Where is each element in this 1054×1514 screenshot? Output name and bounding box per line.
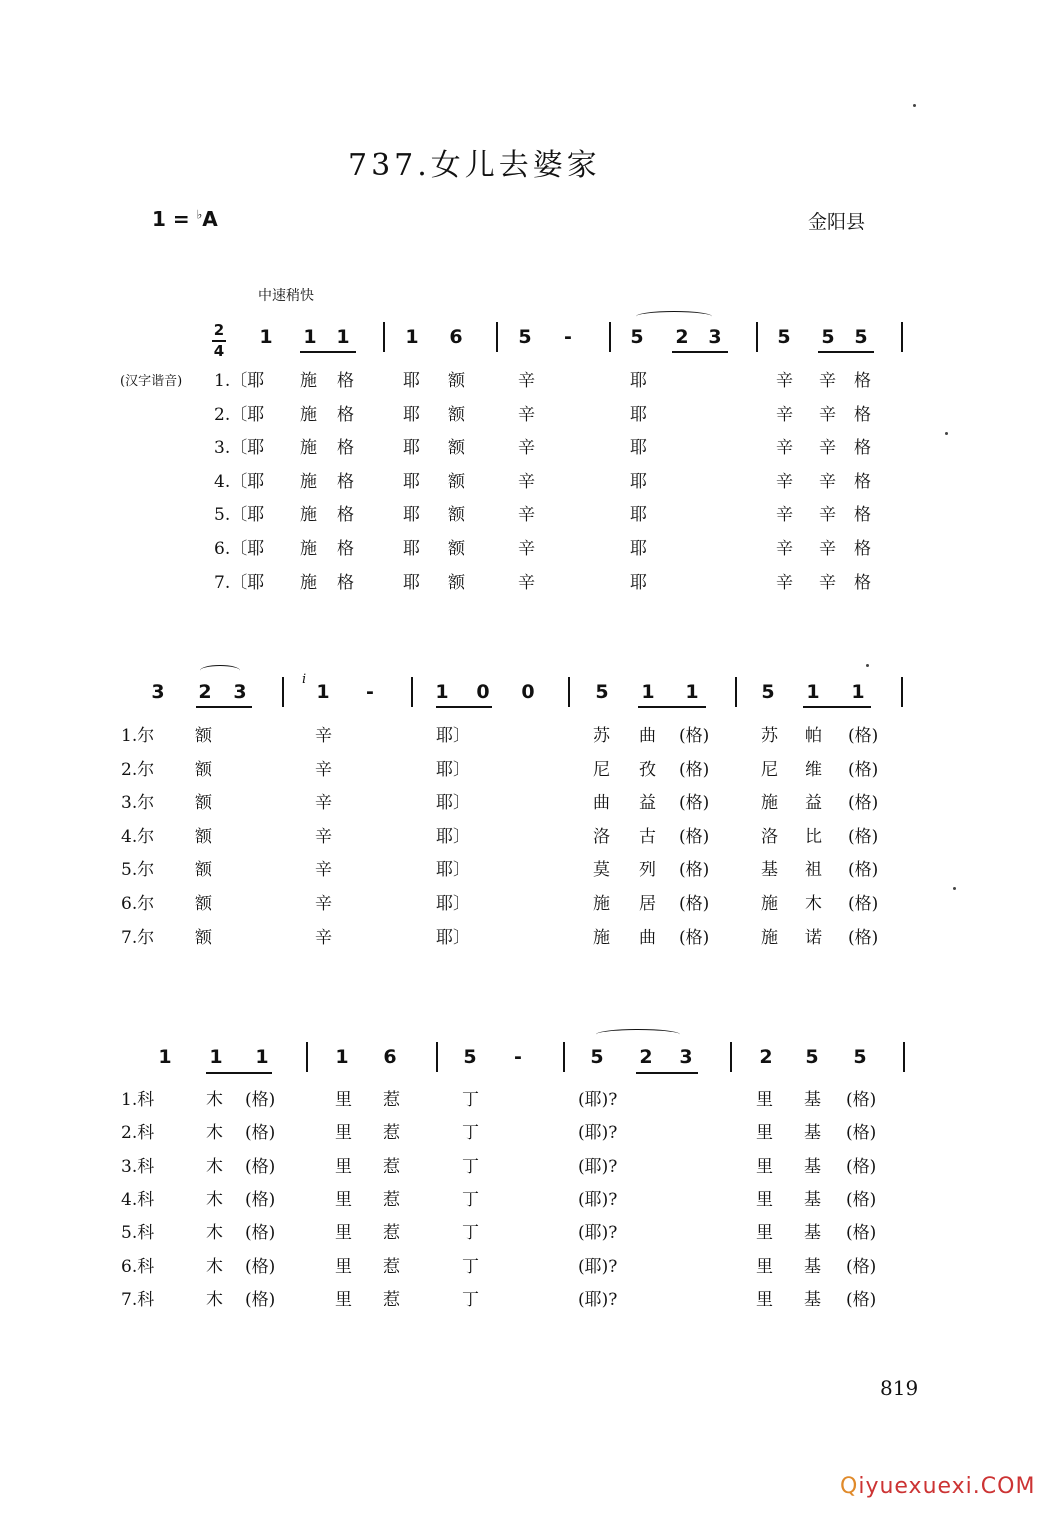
key-note: A [202,207,218,231]
lyric-syllable: (耶)? [578,1223,618,1243]
lyric-syllable: 施 [300,405,317,425]
lyric-syllable: 耶〕 [436,793,470,813]
scan-speck [945,432,948,435]
jianpu-note: 1 [303,326,317,348]
jianpu-note: 2 [639,1046,653,1068]
lyric-syllable: 施 [761,894,778,914]
lyric-syllable: 曲 [639,726,656,746]
scan-speck [953,887,956,890]
lyric-syllable: 辛 [776,505,793,525]
lyric-syllable: 基 [804,1223,821,1243]
jianpu-note: 0 [521,681,535,703]
jianpu-note: 5 [595,681,609,703]
lyric-syllable: 耶〕 [436,860,470,880]
lyric-syllable: 施 [300,472,317,492]
watermark [840,1474,1035,1499]
scan-speck [866,664,869,667]
beam [436,706,492,708]
lyric-syllable: 苏 [761,726,778,746]
lyric-syllable: 额 [448,573,465,593]
lyric-syllable: 6.〔耶 [214,539,265,559]
jianpu-note: - [366,681,374,703]
jianpu-note: 6 [449,326,463,348]
time-signature-bottom: 4 [213,342,225,360]
lyric-syllable: 5.尔 [121,860,155,880]
lyric-syllable: 古 [639,827,656,847]
lyric-syllable: 惹 [383,1290,400,1310]
lyric-syllable: 耶 [403,539,420,559]
lyric-syllable: 耶 [403,472,420,492]
lyric-syllable: (格) [245,1257,276,1277]
lyric-syllable: 辛 [315,860,332,880]
lyric-syllable: 2.〔耶 [214,405,265,425]
lyric-syllable: 孜 [639,760,656,780]
lyric-syllable: 施 [300,505,317,525]
lyric-syllable: 5.科 [121,1223,155,1243]
barline [411,677,413,707]
lyric-syllable: 辛 [518,573,535,593]
lyric-syllable: 辛 [518,539,535,559]
barline [496,322,498,352]
jianpu-note: 5 [761,681,775,703]
barline [901,677,903,707]
lyric-syllable: 格 [337,573,354,593]
lyric-syllable: 居 [639,894,656,914]
lyric-syllable: (格) [679,827,710,847]
lyric-syllable: 1.科 [121,1090,155,1110]
time-signature-top: 2 [213,321,225,339]
lyric-syllable: 惹 [383,1190,400,1210]
lyric-syllable: 基 [761,860,778,880]
jianpu-note: 0 [476,681,490,703]
lyric-syllable: 额 [448,438,465,458]
lyric-syllable: 耶 [403,371,420,391]
lyric-syllable: (格) [679,894,710,914]
jianpu-note: 5 [777,326,791,348]
lyric-syllable: 尼 [593,760,610,780]
lyric-syllable: 额 [448,472,465,492]
jianpu-note: 5 [805,1046,819,1068]
beam [196,706,252,708]
lyric-syllable: (格) [245,1290,276,1310]
lyric-syllable: 额 [195,793,212,813]
lyric-syllable: 基 [804,1157,821,1177]
lyric-syllable: 里 [756,1223,773,1243]
lyric-syllable: 丁 [462,1123,479,1143]
grace-note: i [302,672,307,687]
lyric-syllable: 辛 [518,472,535,492]
lyric-syllable: 辛 [518,405,535,425]
lyric-syllable: 里 [756,1090,773,1110]
lyric-syllable: 辛 [819,371,836,391]
lyric-syllable: 曲 [593,793,610,813]
watermark-text: iyuexuexi.COM [858,1474,1036,1499]
lyric-syllable: 尼 [761,760,778,780]
lyric-syllable: 辛 [776,405,793,425]
lyric-syllable: 耶 [403,505,420,525]
lyric-syllable: 施 [300,573,317,593]
lyric-syllable: (耶)? [578,1123,618,1143]
lyric-syllable: (耶)? [578,1190,618,1210]
lyric-syllable: 辛 [776,438,793,458]
lyric-syllable: (耶)? [578,1290,618,1310]
barline [609,322,611,352]
lyric-syllable: 耶 [630,405,647,425]
lyric-syllable: 基 [804,1257,821,1277]
lyric-syllable: 6.尔 [121,894,155,914]
slur [200,665,240,676]
lyric-syllable: 里 [335,1190,352,1210]
lyric-syllable: 里 [335,1290,352,1310]
lyric-syllable: 辛 [819,472,836,492]
barline [282,677,284,707]
lyric-syllable: (格) [848,793,879,813]
lyric-syllable: 苏 [593,726,610,746]
key-signature [152,207,218,231]
barline [383,322,385,352]
lyric-syllable: (格) [846,1290,877,1310]
lyric-syllable: 里 [756,1123,773,1143]
lyric-syllable: 额 [195,760,212,780]
lyric-syllable: 额 [448,539,465,559]
jianpu-note: 1 [209,1046,223,1068]
lyric-syllable: 额 [448,371,465,391]
lyric-syllable: 3.科 [121,1157,155,1177]
lyric-syllable: 益 [639,793,656,813]
lyric-syllable: 额 [448,505,465,525]
region-label: 金阳县 [808,211,866,233]
watermark-prefix: Q [840,1474,859,1499]
beam [206,1072,272,1074]
lyric-syllable: 基 [804,1123,821,1143]
lyric-syllable: 耶 [403,573,420,593]
lyric-syllable: (格) [245,1190,276,1210]
jianpu-note: 5 [853,1046,867,1068]
lyric-syllable: (格) [846,1257,877,1277]
lyric-syllable: (格) [846,1190,877,1210]
lyric-syllable: 辛 [819,505,836,525]
lyric-syllable: 3.尔 [121,793,155,813]
jianpu-note: 5 [518,326,532,348]
jianpu-note: 5 [821,326,835,348]
lyric-syllable: (格) [846,1157,877,1177]
lyric-syllable: (格) [848,894,879,914]
lyric-syllable: 耶〕 [436,827,470,847]
lyric-syllable: 辛 [819,438,836,458]
lyric-syllable: 帕 [805,726,822,746]
flat-sign: ♭ [196,207,203,222]
lyric-syllable: 比 [805,827,822,847]
lyric-syllable: 格 [337,539,354,559]
beam [818,351,874,353]
lyric-syllable: 额 [195,894,212,914]
lyric-syllable: 6.科 [121,1257,155,1277]
lyric-syllable: 木 [805,894,822,914]
key-prefix: 1 = [152,207,197,231]
lyric-syllable: 格 [854,371,871,391]
lyric-syllable: 丁 [462,1257,479,1277]
lyric-syllable: 4.尔 [121,827,155,847]
lyric-syllable: 祖 [805,860,822,880]
jianpu-note: 3 [233,681,247,703]
jianpu-note: 3 [708,326,722,348]
lyric-syllable: 额 [195,928,212,948]
lyric-syllable: 5.〔耶 [214,505,265,525]
lyric-syllable: 耶 [630,371,647,391]
song-title: 737.女儿去婆家 [348,148,601,183]
page-number: 819 [880,1376,919,1400]
lyric-syllable: 诺 [805,928,822,948]
barline [563,1042,565,1072]
lyric-syllable: 辛 [315,894,332,914]
lyric-syllable: 7.尔 [121,928,155,948]
barline [903,1042,905,1072]
time-signature [212,322,226,360]
lyric-syllable: 辛 [315,726,332,746]
beam [803,706,871,708]
lyric-syllable: 格 [854,573,871,593]
lyric-syllable: 辛 [315,928,332,948]
lyric-syllable: (格) [679,760,710,780]
lyric-syllable: (格) [245,1223,276,1243]
lyric-syllable: (耶)? [578,1157,618,1177]
barline [735,677,737,707]
lyric-syllable: 里 [756,1157,773,1177]
lyric-syllable: (格) [679,793,710,813]
lyric-syllable: 列 [639,860,656,880]
lyric-label: (汉字谐音) [120,374,183,389]
lyric-syllable: 基 [804,1290,821,1310]
jianpu-note: - [564,326,572,348]
lyric-syllable: 辛 [776,371,793,391]
lyric-syllable: 辛 [315,793,332,813]
lyric-syllable: 格 [337,371,354,391]
beam [300,351,356,353]
beam [638,706,706,708]
lyric-syllable: 耶 [630,539,647,559]
jianpu-note: 1 [851,681,865,703]
lyric-syllable: 木 [206,1190,223,1210]
lyric-syllable: 益 [805,793,822,813]
jianpu-note: - [514,1046,522,1068]
lyric-syllable: 额 [448,405,465,425]
lyric-syllable: 格 [337,472,354,492]
lyric-syllable: 耶 [403,438,420,458]
lyric-syllable: 格 [854,472,871,492]
lyric-syllable: 耶 [630,438,647,458]
jianpu-note: 2 [198,681,212,703]
barline [306,1042,308,1072]
jianpu-note: 1 [158,1046,172,1068]
lyric-syllable: 维 [805,760,822,780]
lyric-syllable: 1.〔耶 [214,371,265,391]
lyric-syllable: 丁 [462,1090,479,1110]
lyric-syllable: 辛 [518,438,535,458]
lyric-syllable: 辛 [819,539,836,559]
lyric-syllable: 辛 [518,371,535,391]
lyric-syllable: 曲 [639,928,656,948]
lyric-syllable: 木 [206,1123,223,1143]
lyric-syllable: 格 [337,438,354,458]
lyric-syllable: (格) [245,1157,276,1177]
lyric-syllable: 洛 [593,827,610,847]
lyric-syllable: (格) [846,1123,877,1143]
lyric-syllable: (格) [848,860,879,880]
lyric-syllable: 木 [206,1157,223,1177]
lyric-syllable: (耶)? [578,1090,618,1110]
lyric-syllable: 耶 [630,472,647,492]
lyric-syllable: 额 [195,726,212,746]
lyric-syllable: 木 [206,1257,223,1277]
lyric-syllable: (格) [245,1090,276,1110]
lyric-syllable: (耶)? [578,1257,618,1277]
lyric-syllable: 耶 [630,573,647,593]
lyric-syllable: 惹 [383,1157,400,1177]
scan-speck [913,104,916,107]
lyric-syllable: 7.〔耶 [214,573,265,593]
lyric-syllable: 施 [593,928,610,948]
barline [901,322,903,352]
jianpu-note: 5 [854,326,868,348]
lyric-syllable: 丁 [462,1290,479,1310]
jianpu-note: 1 [685,681,699,703]
lyric-syllable: 施 [593,894,610,914]
lyric-syllable: 辛 [315,827,332,847]
lyric-syllable: 耶〕 [436,894,470,914]
barline [756,322,758,352]
jianpu-note: 1 [316,681,330,703]
lyric-syllable: 4.科 [121,1190,155,1210]
lyric-syllable: 里 [335,1090,352,1110]
lyric-syllable: 惹 [383,1223,400,1243]
lyric-syllable: 基 [804,1190,821,1210]
slur [636,311,712,322]
lyric-syllable: 辛 [776,472,793,492]
lyric-syllable: 惹 [383,1257,400,1277]
lyric-syllable: 洛 [761,827,778,847]
lyric-syllable: 施 [300,438,317,458]
jianpu-note: 2 [759,1046,773,1068]
jianpu-note: 1 [259,326,273,348]
beam [672,351,728,353]
lyric-syllable: 耶〕 [436,726,470,746]
lyric-syllable: (格) [848,760,879,780]
lyric-syllable: 施 [761,928,778,948]
beam [636,1072,698,1074]
lyric-syllable: 基 [804,1090,821,1110]
jianpu-note: 6 [383,1046,397,1068]
lyric-syllable: 里 [335,1223,352,1243]
lyric-syllable: (格) [679,860,710,880]
jianpu-note: 1 [641,681,655,703]
lyric-syllable: 丁 [462,1190,479,1210]
lyric-syllable: 额 [195,860,212,880]
lyric-syllable: 格 [854,405,871,425]
lyric-syllable: 惹 [383,1123,400,1143]
lyric-syllable: 耶〕 [436,928,470,948]
lyric-syllable: 里 [756,1257,773,1277]
jianpu-note: 1 [405,326,419,348]
barline [568,677,570,707]
tempo-marking: 中速稍快 [258,288,314,304]
lyric-syllable: 1.尔 [121,726,155,746]
lyric-syllable: (格) [679,928,710,948]
lyric-syllable: (格) [846,1090,877,1110]
lyric-syllable: 耶〕 [436,760,470,780]
lyric-syllable: 辛 [518,505,535,525]
lyric-syllable: 格 [854,438,871,458]
jianpu-note: 5 [463,1046,477,1068]
lyric-syllable: 2.尔 [121,760,155,780]
jianpu-note: 2 [675,326,689,348]
lyric-syllable: 木 [206,1290,223,1310]
lyric-syllable: 辛 [315,760,332,780]
jianpu-note: 1 [336,326,350,348]
lyric-syllable: (格) [848,827,879,847]
lyric-syllable: 额 [195,827,212,847]
jianpu-note: 3 [679,1046,693,1068]
lyric-syllable: 辛 [819,405,836,425]
jianpu-note: 3 [151,681,165,703]
lyric-syllable: 里 [335,1157,352,1177]
lyric-syllable: 格 [854,505,871,525]
lyric-syllable: 3.〔耶 [214,438,265,458]
jianpu-note: 1 [255,1046,269,1068]
lyric-syllable: 辛 [776,539,793,559]
lyric-syllable: 7.科 [121,1290,155,1310]
lyric-syllable: 丁 [462,1157,479,1177]
lyric-syllable: 辛 [776,573,793,593]
lyric-syllable: 耶 [403,405,420,425]
lyric-syllable: 耶 [630,505,647,525]
jianpu-note: 1 [435,681,449,703]
barline [436,1042,438,1072]
lyric-syllable: 2.科 [121,1123,155,1143]
lyric-syllable: 木 [206,1223,223,1243]
lyric-syllable: 里 [335,1257,352,1277]
lyric-syllable: 格 [337,405,354,425]
lyric-syllable: 4.〔耶 [214,472,265,492]
jianpu-note: 1 [335,1046,349,1068]
jianpu-note: 1 [806,681,820,703]
lyric-syllable: 施 [300,539,317,559]
lyric-syllable: (格) [848,928,879,948]
lyric-syllable: (格) [679,726,710,746]
lyric-syllable: 辛 [819,573,836,593]
lyric-syllable: 丁 [462,1223,479,1243]
lyric-syllable: (格) [848,726,879,746]
lyric-syllable: 木 [206,1090,223,1110]
lyric-syllable: 施 [761,793,778,813]
jianpu-note: 5 [630,326,644,348]
jianpu-note: 5 [590,1046,604,1068]
lyric-syllable: 里 [335,1123,352,1143]
lyric-syllable: 里 [756,1290,773,1310]
lyric-syllable: 惹 [383,1090,400,1110]
lyric-syllable: 施 [300,371,317,391]
barline [730,1042,732,1072]
lyric-syllable: 格 [854,539,871,559]
lyric-syllable: 莫 [593,860,610,880]
slur [596,1029,680,1040]
lyric-syllable: 格 [337,505,354,525]
lyric-syllable: (格) [245,1123,276,1143]
lyric-syllable: 里 [756,1190,773,1210]
lyric-syllable: (格) [846,1223,877,1243]
